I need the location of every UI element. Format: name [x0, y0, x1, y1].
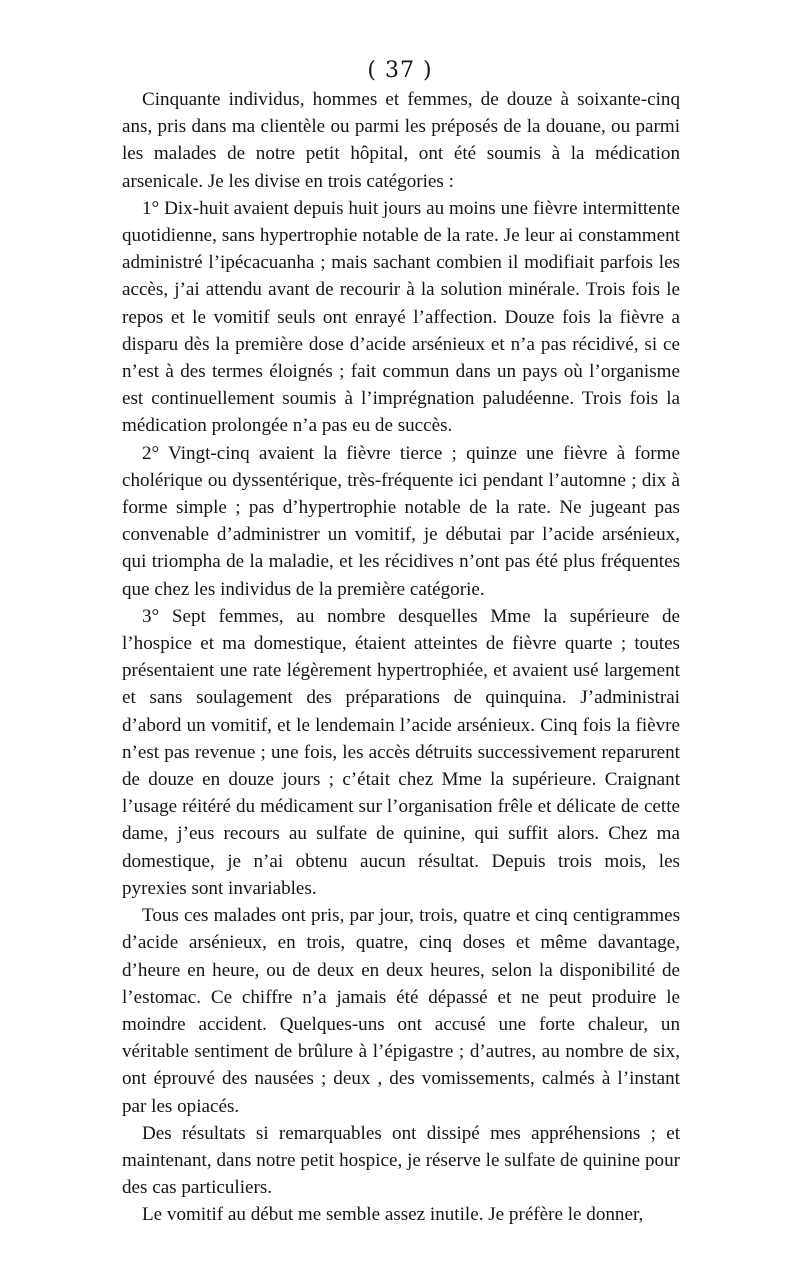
paragraph-category-1: 1° Dix-huit avaient depuis huit jours au moins une fièvre intermittente quotidienne, sans hypertrophie notable de la rate. Je leur ai constamment administré l’ipécacuanha ; mais sachant combien il modifiait parfois les accès, j’ai attendu avant de recourir à la solution minérale. Trois fois le repos et le vomitif seuls ont enrayé l’affection. Douze fois la fièvre a disparu dès la première dose d’acide arsénieux et n’a pas récidivé, si ce n’est à des termes éloignés ; fait commun dans un pays où l’organisme est continuellement soumis à l’imprégnation paludéenne. Trois fois la médication prolongée n’a pas eu de succès.: [122, 197, 680, 437]
paragraph-vomitif: Le vomitif au début me semble assez inutile. Je préfère le donner,: [142, 1204, 644, 1226]
paragraph-category-2: 2° Vingt-cinq avaient la fièvre tierce ; quinze une fièvre à forme cholérique ou dyssentérique, très-fréquente ici pendant l’automne ; dix à forme simple ; pas d’hypertrophie notable de la rate. Ne jugeant pas convenable d’administrer un vomitif, je débutai par l’acide arsénieux, qui triompha de la maladie, et les récidives n’ont pas été plus fréquentes que chez les individus de la première catégorie.: [122, 442, 680, 600]
page-number: ( 37 ): [367, 58, 433, 83]
paragraph-category-3: 3° Sept femmes, au nombre desquelles Mme la supérieure de l’hospice et ma domestique, étaient atteintes de fièvre quarte ; toutes présentaient une rate légèrement hypertrophiée, et avaient usé largement et sans soulagement des préparations de quinquina. J’administrai d’abord un vomitif, et le lendemain l’acide arsénieux. Cinq fois la fièvre n’est pas revenue ; une fois, les accès détruits successivement reparurent de douze en douze jours ; c’était chez Mme la supérieure. Craignant l’usage réitéré du médicament sur l’organisation frêle et délicate de cette dame, j’eus recours au sulfate de quinine, qui suffit alors. Chez ma domestique, je n’ai obtenu aucun résultat. Depuis trois mois, les pyrexies sont invariables.: [122, 605, 680, 899]
paragraph-intro: Cinquante individus, hommes et femmes, de douze à soixante-cinq ans, pris dans ma clientèle ou parmi les préposés de la douane, ou parmi les malades de notre petit hôpital, ont été soumis à la médication arsenicale. Je les divise en trois catégories :: [122, 89, 680, 192]
body-text: [122, 86, 680, 1229]
paragraph-dosage: Tous ces malades ont pris, par jour, trois, quatre et cinq centigrammes d’acide arsénieux, en trois, quatre, cinq doses et même davantage, d’heure en heure, ou de deux en deux heures, selon la disponibilité de l’estomac. Ce chiffre n’a jamais été dépassé et ne peut produire le moindre accident. Quelques-uns ont accusé une forte chaleur, un véritable sentiment de brûlure à l’épigastre ; d’autres, au nombre de six, ont éprouvé des nausées ; deux , des vomissements, calmés à l’instant par les opiacés.: [122, 905, 680, 1117]
paragraph-results: Des résultats si remarquables ont dissipé mes appréhensions ; et maintenant, dans notre petit hospice, je réserve le sulfate de quinine pour des cas particuliers.: [122, 1122, 680, 1199]
